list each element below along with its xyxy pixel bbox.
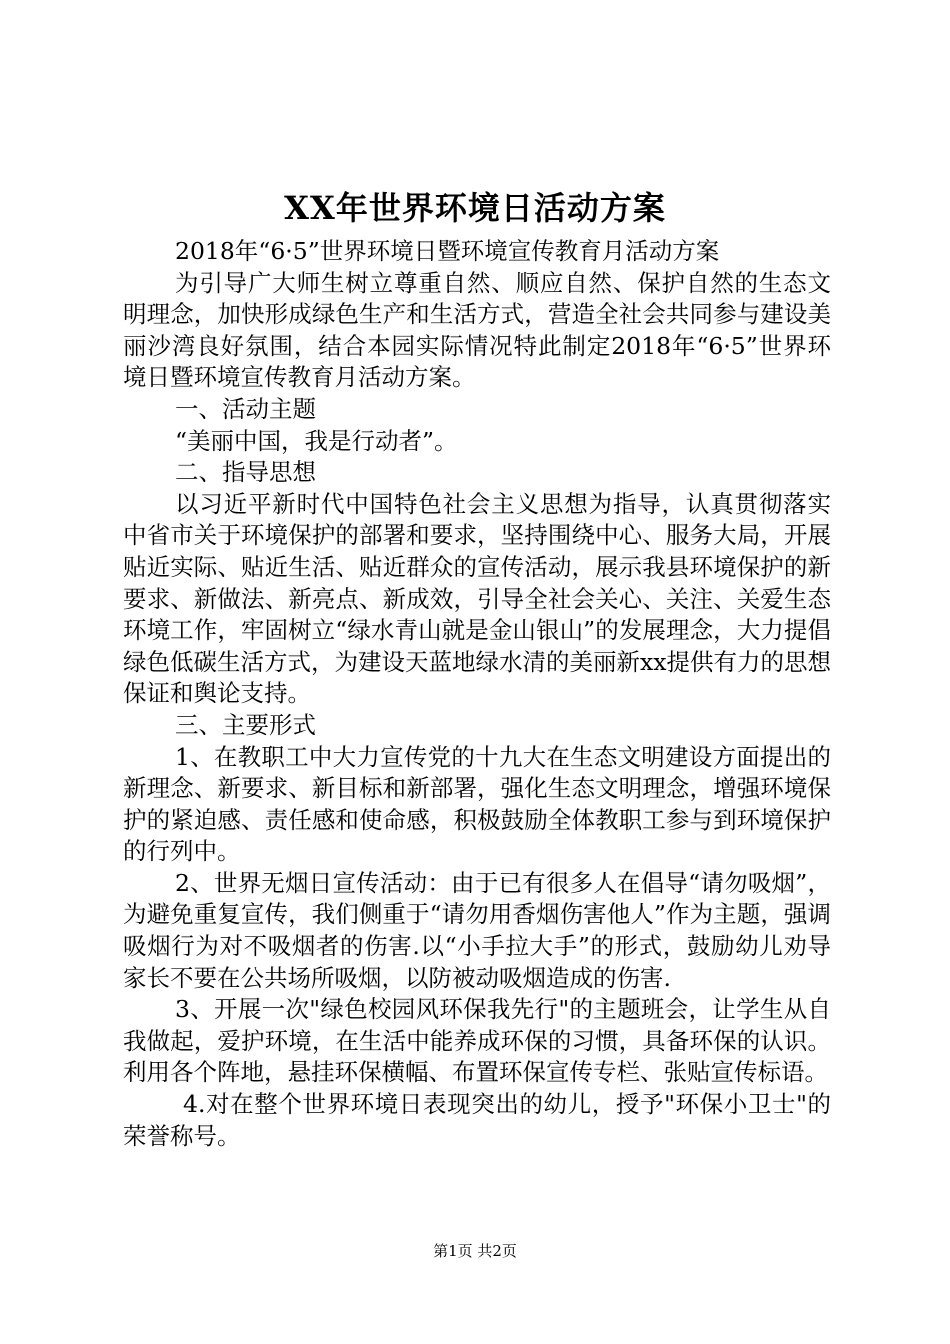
form-item-1: 1、在教职工中大力宣传党的十九大在生态文明建设方面提出的新理念、新要求、新目标和新部署，强化生态文明理念，增强环境保护的紧迫感、责任感和使命感，积极鼓励全体教职工参与到环境保护的行列中。 xyxy=(123,742,831,866)
page-indicator: 第1页 共2页 xyxy=(433,1242,517,1260)
section-heading-theme: 一、活动主题 xyxy=(175,394,316,423)
document-title: XX年世界环境日活动方案 xyxy=(284,189,666,227)
section-heading-main-forms: 三、主要形式 xyxy=(175,710,316,739)
section-heading-guiding-thought: 二、指导思想 xyxy=(175,458,316,487)
form-item-2: 2、世界无烟日宣传活动：由于已有很多人在倡导“请勿吸烟”，为避免重复宣传，我们侧重于“请勿用香烟伤害他人”作为主题，强调吸烟行为对不吸烟者的伤害.以“小手拉大手”的形式，鼓励幼儿劝导家长不要在公共场所吸烟，以防被动吸烟造成的伤害. xyxy=(123,868,831,992)
theme-text: “美丽中国，我是行动者”。 xyxy=(175,426,458,455)
plan-subtitle: 2018年“6·5”世界环境日暨环境宣传教育月活动方案 xyxy=(175,237,720,265)
guiding-thought-paragraph: 以习近平新时代中国特色社会主义思想为指导，认真贯彻落实中省市关于环境保护的部署和要求，坚持围绕中心、服务大局，开展贴近实际、贴近生活、贴近群众的宣传活动，展示我县环境保护的新要求、新做法、新亮点、新成效，引导全社会关心、关注、关爱生态环境工作，牢固树立“绿水青山就是金山银山”的发展理念，大力提倡绿色低碳生活方式，为建设天蓝地绿水清的美丽新xx提供有力的思想保证和舆论支持。 xyxy=(123,489,832,708)
form-item-3: 3、开展一次"绿色校园风环保我先行"的主题班会，让学生从自我做起，爱护环境，在生活中能养成环保的习惯，具备环保的认识。利用各个阵地，悬挂环保横幅、布置环保宣传专栏、张贴宣传标语。 xyxy=(123,995,831,1087)
form-item-4: 4.对在整个世界环境日表现突出的幼儿，授予"环保小卫士"的荣誉称号。 xyxy=(123,1090,831,1150)
document-body xyxy=(123,236,831,1152)
intro-paragraph: 为引导广大师生树立尊重自然、顺应自然、保护自然的生态文明理念，加快形成绿色生产和生活方式，营造全社会共同参与建设美丽沙湾良好氛围，结合本园实际情况特此制定2018年“6·5”世界环境日暨环境宣传教育月活动方案。 xyxy=(123,268,831,392)
